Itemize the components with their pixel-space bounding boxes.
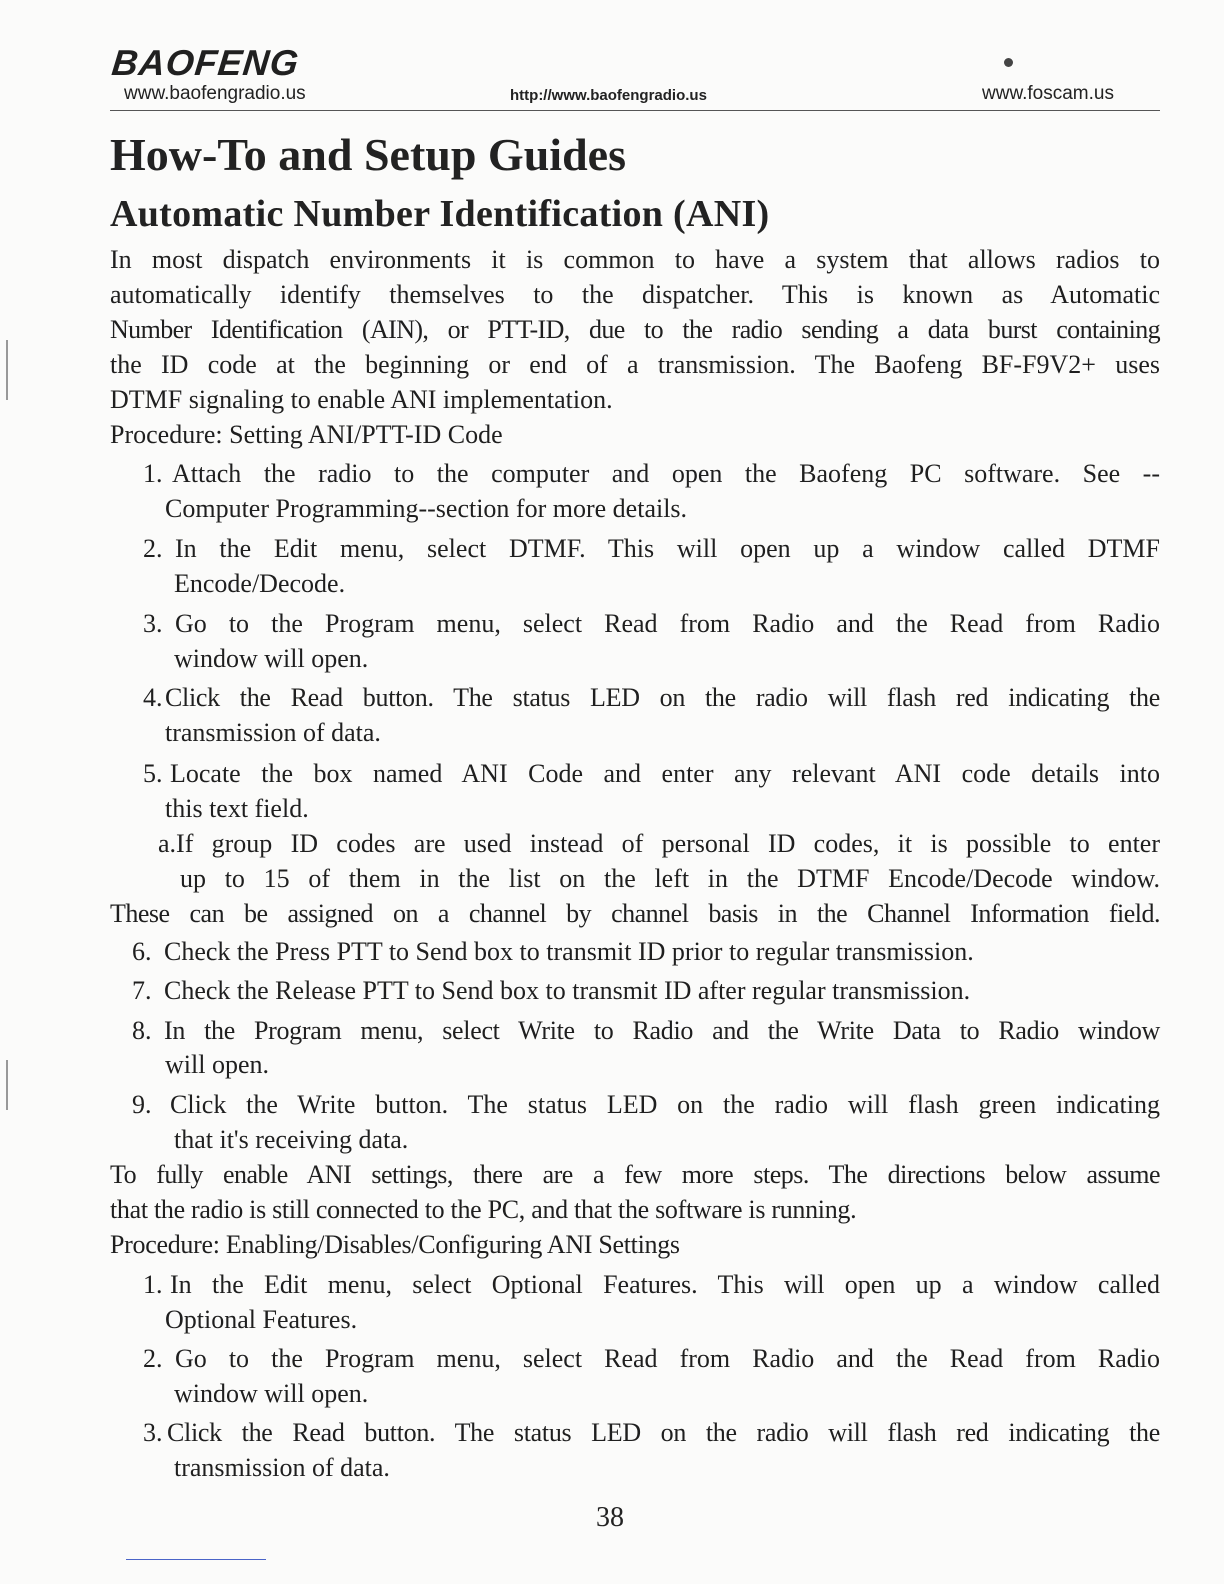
registered-mark-icon [1004,58,1013,67]
step-number: 1. [143,459,163,488]
step-line: Check the Release PTT to Send box to transmit ID after regular transmission. [164,976,971,1005]
transition-line: To fully enable ANI settings, there are a few more steps. The directions below assume [110,1160,1160,1189]
header-link-baofengradio[interactable]: www.baofengradio.us [124,83,306,104]
substep-continuation: These can be assigned on a channel by channel basis in the Channel Information field. [110,899,1160,928]
step-line: Check the Press PTT to Send box to transmit ID prior to regular transmission. [164,937,974,966]
step-number: 4. [143,683,163,712]
step-line: In the Edit menu, select DTMF. This will open up a window called DTMF [175,534,1160,563]
intro-line: automatically identify themselves to the dispatcher. This is known as Automatic [110,280,1160,309]
step-line: Optional Features. [165,1305,358,1334]
step-line: Click the Read button. The status LED on the radio will flash red indicating the [165,683,1160,712]
scan-edge-mark [6,1060,8,1110]
step-line: In the Program menu, select Write to Radio and the Write Data to Radio window [164,1016,1160,1045]
step-number: 6. [132,937,152,966]
intro-line: In most dispatch environments it is common to have a system that allows radios to [110,245,1160,274]
footnote-rule [126,1559,266,1560]
intro-line: DTMF signaling to enable ANI implementation. [110,385,613,414]
step-number: 8. [132,1016,152,1045]
step-line: Attach the radio to the computer and open the Baofeng PC software. See -- [172,459,1160,488]
step-line: will open. [165,1050,269,1079]
baofeng-logo: BAOFENG [109,42,302,83]
header-link-center[interactable]: http://www.baofengradio.us [510,87,707,104]
step-number: 5. [143,759,163,788]
step-line: Go to the Program menu, select Read from Radio and the Read from Radio [175,609,1160,638]
step-line: Encode/Decode. [174,569,346,598]
step-number: 3. [143,609,163,638]
step-number: 1. [143,1270,163,1299]
step-line: this text field. [165,794,309,823]
scan-edge-mark [6,340,8,400]
step-line: Click the Write button. The status LED on the radio will flash green indicating [170,1090,1160,1119]
step-line: Go to the Program menu, select Read from Radio and the Read from Radio [175,1344,1160,1373]
step-line: that it's receiving data. [174,1125,409,1154]
procedure-heading: Procedure: Setting ANI/PTT-ID Code [110,420,503,449]
step-number: 2. [143,1344,163,1373]
page-title: How-To and Setup Guides [110,129,626,180]
step-number: 2. [143,534,163,563]
step-line: transmission of data. [174,1453,390,1482]
step-line: Click the Read button. The status LED on the radio will flash red indicating the [167,1418,1160,1447]
step-line: window will open. [174,644,369,673]
substep-line: up to 15 of them in the list on the left in the DTMF Encode/Decode window. [180,864,1160,893]
step-number: 7. [132,976,152,1005]
section-title: Automatic Number Identification (ANI) [110,193,770,235]
substep-line: a.If group ID codes are used instead of personal ID codes, it is possible to enter [158,829,1160,858]
page-number: 38 [596,1502,624,1533]
step-line: In the Edit menu, select Optional Features. This will open up a window called [170,1270,1160,1299]
step-line: window will open. [174,1379,369,1408]
step-number: 3. [143,1418,163,1447]
step-line: Computer Programming--section for more details. [165,494,688,523]
step-number: 9. [132,1090,152,1119]
step-line: transmission of data. [165,718,381,747]
step-line: Locate the box named ANI Code and enter any relevant ANI code details into [170,759,1160,788]
intro-line: Number Identification (AIN), or PTT-ID, due to the radio sending a data burst containing [110,315,1160,344]
header-divider [110,110,1160,111]
intro-line: the ID code at the beginning or end of a transmission. The Baofeng BF-F9V2+ uses [110,350,1160,379]
transition-line: that the radio is still connected to the PC, and that the software is running. [110,1195,857,1224]
procedure-heading: Procedure: Enabling/Disables/Configuring ANI Settings [110,1230,680,1259]
header-link-foscam[interactable]: www.foscam.us [982,83,1114,104]
